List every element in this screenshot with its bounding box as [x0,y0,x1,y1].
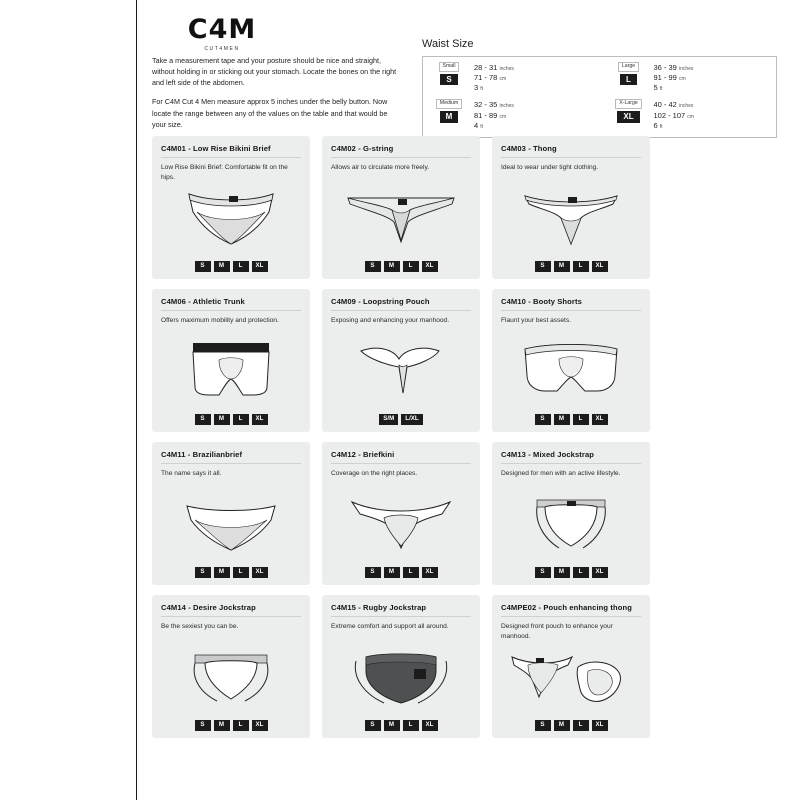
divider [331,463,471,464]
size-badges [152,414,310,425]
product-card[interactable] [322,595,480,738]
size-badge: XL [592,414,608,425]
size-values [474,99,514,130]
product-description: Coverage on the right places. [331,470,418,477]
waist-size-table [422,56,777,138]
size-tag-group [431,62,467,85]
product-title: C4M02 - G-string [331,144,394,153]
size-tag-group [431,99,467,122]
size-badges [322,261,480,272]
intro-text [152,55,402,138]
product-description: Low Rise Bikini Brief: Comfortable fit on the hips. [161,164,288,181]
size-badge: XL [252,261,268,272]
divider [331,616,471,617]
size-row [611,62,769,93]
product-card[interactable] [322,442,480,585]
product-illustration-bikini-brief [152,182,310,254]
size-badges [492,720,650,731]
product-illustration-brazilian-brief [152,488,310,560]
page-content [152,0,782,800]
size-badge: M [384,261,400,272]
size-badge: S [365,567,381,578]
product-card[interactable] [152,442,310,585]
size-badge: M [384,720,400,731]
size-badge: L [573,720,589,731]
divider [501,616,641,617]
size-word: Small [439,62,460,72]
product-title: C4M12 - Briefkini [331,450,395,459]
size-badges [492,261,650,272]
product-illustration-desire-jockstrap [152,641,310,713]
product-illustration-trunk [152,335,310,407]
product-illustration-thong [492,182,650,254]
waist-column-right [611,62,769,131]
size-badge: S [535,414,551,425]
size-tag-group [611,99,647,122]
size-badges [492,567,650,578]
size-badges [152,567,310,578]
size-badge: L [233,567,249,578]
divider [161,463,301,464]
size-badge: XL [252,414,268,425]
intro-paragraph-1: Take a measurement tape and your posture should be nice and straight, without holding in or sticking out your stomach. Locate the bones on the right and left side of the abdomen. [152,56,397,88]
size-badges [152,720,310,731]
unit-ft: ft [480,123,484,130]
divider [161,310,301,311]
product-card[interactable] [152,595,310,738]
unit-inches: inches [499,103,514,110]
product-title: C4M01 - Low Rise Bikini Brief [161,144,271,153]
size-badge: L [403,261,419,272]
size-badge: M [554,720,570,731]
size-badge: M [554,567,570,578]
size-badge: L [403,720,419,731]
product-card[interactable] [492,136,650,279]
product-illustration-pouch-thong [492,641,650,713]
product-description: Exposing and enhancing your manhood. [331,317,450,324]
product-description: Designed for men with an active lifestyle. [501,470,621,477]
size-badge: L [573,567,589,578]
divider [161,157,301,158]
product-title: C4M13 - Mixed Jockstrap [501,450,595,459]
size-badges [152,261,310,272]
size-badges [492,414,650,425]
size-letter: M [440,111,459,123]
size-badge: S [535,567,551,578]
divider [501,157,641,158]
size-badge: M [214,720,230,731]
product-illustration-briefkini [322,488,480,560]
size-row [431,62,589,93]
product-card[interactable] [152,136,310,279]
size-badge: L [573,414,589,425]
size-inches: 36 - 39 [653,63,677,72]
size-badges [322,567,480,578]
size-badge: S [365,261,381,272]
product-card[interactable] [322,289,480,432]
unit-ft: ft [480,86,484,93]
size-badge: XL [592,567,608,578]
size-badges [322,414,480,425]
product-title: C4M09 - Loopstring Pouch [331,297,430,306]
unit-cm: cm [678,76,686,83]
size-badge: L [233,261,249,272]
size-badge: M [554,414,570,425]
divider [501,310,641,311]
size-badge: XL [422,261,438,272]
size-inches: 28 - 31 [474,63,498,72]
size-badge: S [195,720,211,731]
size-badge: XL [422,567,438,578]
product-description: Extreme comfort and support all around. [331,623,449,630]
product-title: C4M11 - Brazilianbrief [161,450,243,459]
waist-column-left [431,62,589,131]
header [152,0,782,128]
size-row [431,99,589,130]
size-ft: 5 [653,83,658,93]
product-description: Ideal to wear under tight clothing. [501,164,599,171]
size-cm: 81 - 89 [474,110,498,120]
size-badge: S [535,720,551,731]
size-badge: M [554,261,570,272]
product-description: Allows air to circulate more freely. [331,164,430,171]
product-illustration-mixed-jockstrap [492,488,650,560]
size-ft: 3 [474,83,479,93]
size-badges [322,720,480,731]
size-values [654,99,694,130]
product-title: C4M03 - Thong [501,144,557,153]
product-card[interactable] [492,442,650,585]
size-badge: S [195,261,211,272]
size-badge: S [365,720,381,731]
unit-cm: cm [499,113,507,120]
size-badge: L [403,567,419,578]
product-description: Be the sexiest you can be. [161,623,239,630]
waist-size-section [422,38,777,138]
size-row [611,99,769,130]
product-title: C4M06 - Athletic Trunk [161,297,245,306]
unit-inches: inches [499,66,514,72]
product-title: C4M10 - Booty Shorts [501,297,582,306]
size-badge: XL [422,720,438,731]
product-title: C4M14 - Desire Jockstrap [161,603,256,612]
product-illustration-loopstring [322,335,480,407]
size-word: Large [618,62,639,72]
size-inches: 32 - 35 [474,100,498,110]
product-card[interactable] [492,289,650,432]
divider [331,157,471,158]
unit-inches: inches [678,66,694,72]
size-ft: 6 [653,120,658,130]
intro-paragraph-2: For C4M Cut 4 Men measure approx 5 inches under the belly button. Now locate the range between any of the values on the table and that would be your size. [152,97,388,129]
size-values [474,62,514,93]
size-word: Medium [436,99,462,109]
divider [501,463,641,464]
product-description: Designed front pouch to enhance your manhood. [501,623,613,640]
size-badge: L [233,414,249,425]
size-badge: M [214,261,230,272]
size-badge: S/M [379,414,398,425]
unit-inches: inches [678,103,694,110]
unit-cm: cm [687,113,694,120]
product-title: C4M15 - Rugby Jockstrap [331,603,427,612]
size-values [654,62,694,93]
product-description: Offers maximum mobility and protection. [161,317,279,324]
size-badge: M [214,414,230,425]
left-vertical-rule [136,0,137,800]
size-inches: 40 - 42 [653,100,677,110]
waist-size-title: Waist Size [422,38,474,50]
brand-logo [162,14,282,52]
size-badge: M [214,567,230,578]
product-card[interactable] [492,595,650,738]
product-description: Flaunt your best assets. [501,317,572,324]
product-illustration-booty-shorts [492,335,650,407]
size-badge: S [195,414,211,425]
size-badge: XL [252,720,268,731]
size-cm: 102 - 107 [653,110,686,120]
size-letter: XL [617,111,639,123]
size-badge: L [573,261,589,272]
product-card[interactable] [322,136,480,279]
size-letter: S [440,74,457,86]
size-cm: 71 - 78 [474,73,498,83]
product-illustration-g-string [322,182,480,254]
size-ft: 4 [474,120,479,130]
size-badge: S [535,261,551,272]
logo-subtitle: CUT4MEN [204,46,240,52]
size-word: X-Large [615,99,641,109]
unit-ft: ft [659,123,663,130]
size-badge: L/XL [401,414,422,425]
product-illustration-rugby-jockstrap [322,641,480,713]
size-badge: L [233,720,249,731]
product-description: The name says it all. [161,470,222,477]
product-grid [152,136,782,738]
unit-cm: cm [499,76,507,83]
size-badge: M [384,567,400,578]
size-badge: XL [252,567,268,578]
size-badge: XL [592,261,608,272]
product-card[interactable] [152,289,310,432]
size-badge: S [195,567,211,578]
divider [331,310,471,311]
size-letter: L [620,74,637,86]
unit-ft: ft [659,86,663,93]
product-title: C4MPE02 - Pouch enhancing thong [501,603,632,612]
size-badge: XL [592,720,608,731]
divider [161,616,301,617]
size-tag-group [611,62,647,85]
logo-mark: C4M [187,14,257,45]
size-cm: 91 - 99 [653,73,677,83]
